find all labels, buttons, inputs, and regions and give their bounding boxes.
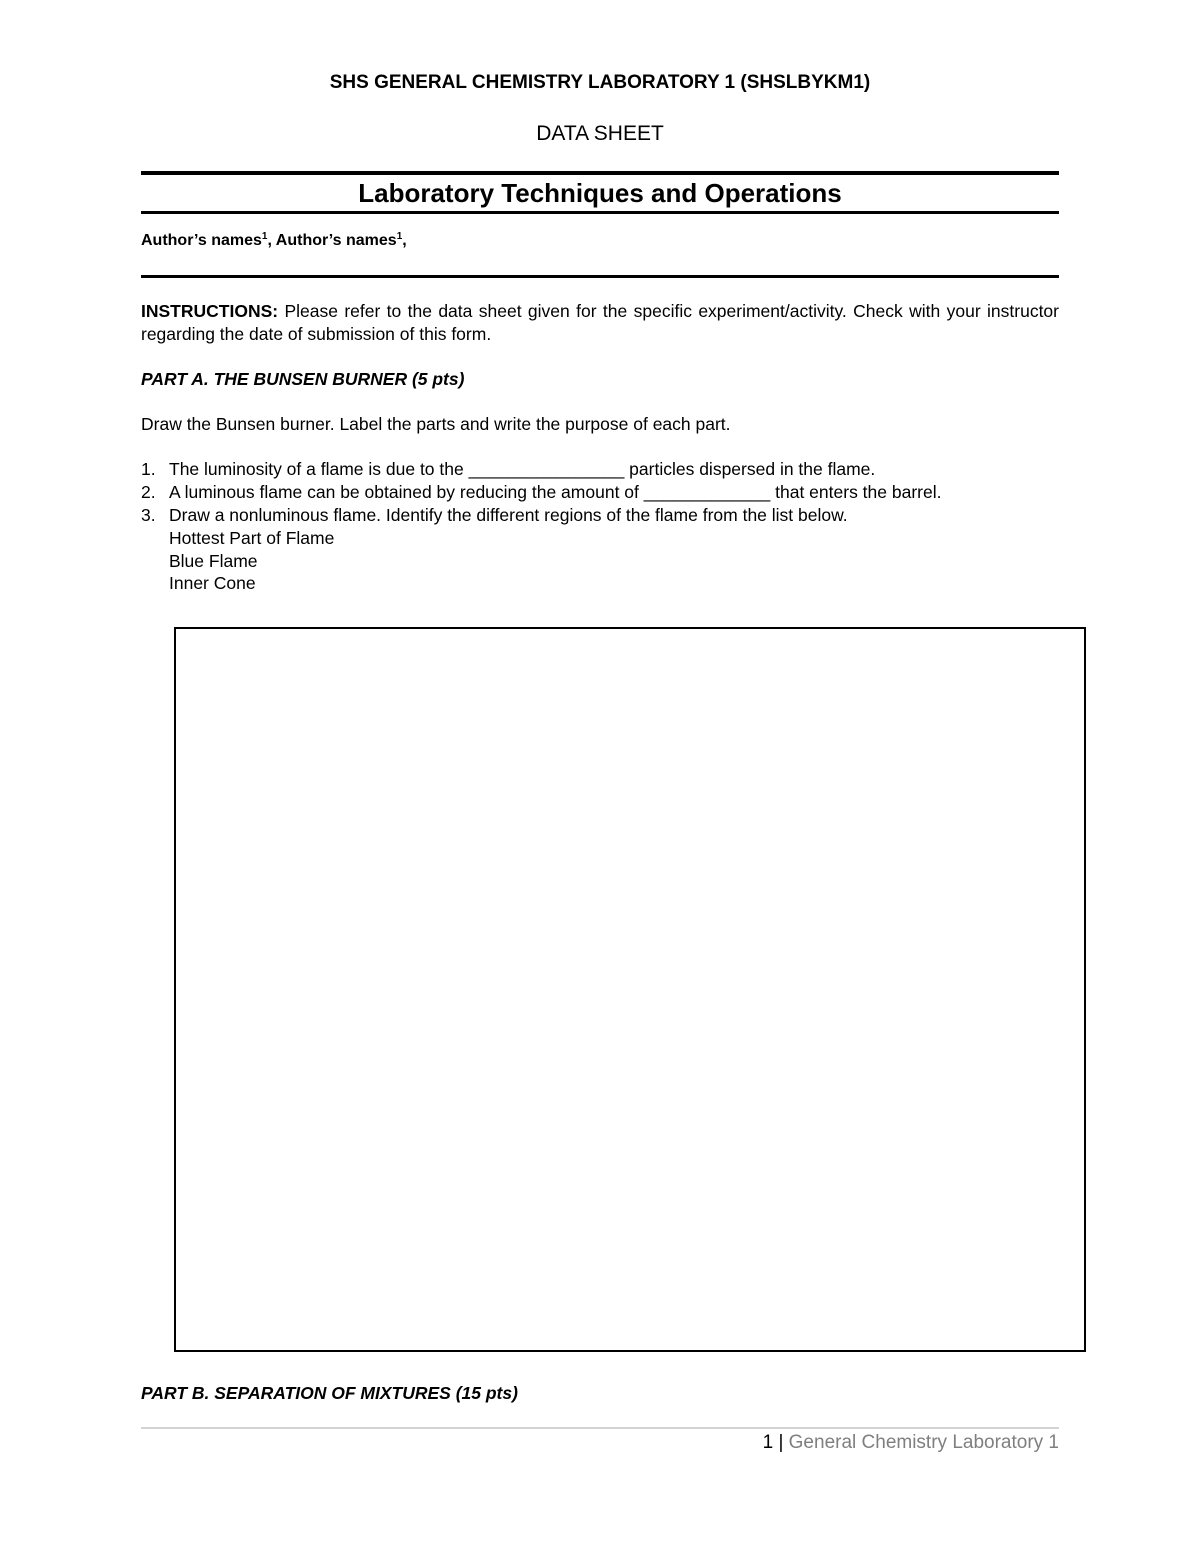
footer-rule xyxy=(141,1427,1059,1429)
author-affiliation: 1 xyxy=(396,231,403,242)
question-text: A luminous flame can be obtained by reducing the amount of _____________ that enters the barrel. xyxy=(169,482,942,502)
author-name: Author’s names xyxy=(141,232,262,249)
instructions-text: Please refer to the data sheet given for the specific experiment/activity. Check with your instructor regarding the date of submission of this form. xyxy=(141,301,1059,344)
footer-separator: | xyxy=(778,1432,784,1453)
question-number: 2. xyxy=(141,482,156,502)
title-bottom-rule xyxy=(141,211,1059,214)
instructions-label: INSTRUCTIONS: xyxy=(141,301,279,321)
author-line: Author’s names$^1$, Author’s names$^1$, xyxy=(141,231,407,249)
authors-bottom-rule xyxy=(141,275,1059,278)
question-number: 3. xyxy=(141,505,156,525)
page-footer xyxy=(763,1432,1059,1454)
page-number: 1 xyxy=(762,1432,774,1453)
footer-text: General Chemistry Laboratory 1 xyxy=(788,1432,1059,1453)
question-item-1 xyxy=(141,459,875,480)
part-a-heading: PART A. THE BUNSEN BURNER (5 pts) xyxy=(141,369,465,389)
author-name: Author’s names xyxy=(275,232,397,249)
question-item-3 xyxy=(141,505,848,526)
question-text: Draw a nonluminous flame. Identify the different regions of the flame from the list below. xyxy=(169,505,848,525)
instructions-paragraph xyxy=(141,300,1059,346)
drawing-area xyxy=(174,627,1086,1352)
document-title: Laboratory Techniques and Operations xyxy=(358,178,842,208)
flame-region-list xyxy=(169,527,334,595)
question-number: 1. xyxy=(141,459,156,479)
question-item-2 xyxy=(141,482,941,503)
question-text: The luminosity of a flame is due to the ________________ particles dispersed in the flame. xyxy=(169,459,876,479)
flame-region-item: Hottest Part of Flame xyxy=(169,528,335,548)
part-b-heading: PART B. SEPARATION OF MIXTURES (15 pts) xyxy=(141,1383,518,1403)
part-a-intro: Draw the Bunsen burner. Label the parts and write the purpose of each part. xyxy=(141,414,731,434)
author-affiliation: 1 xyxy=(261,231,268,242)
title-top-rule xyxy=(141,171,1059,175)
flame-region-item: Blue Flame xyxy=(169,550,258,571)
course-title: SHS GENERAL CHEMISTRY LABORATORY 1 (SHSLBYKM1) xyxy=(329,72,871,93)
sheet-title: DATA SHEET xyxy=(536,122,664,145)
flame-region-item: Inner Cone xyxy=(169,573,256,594)
